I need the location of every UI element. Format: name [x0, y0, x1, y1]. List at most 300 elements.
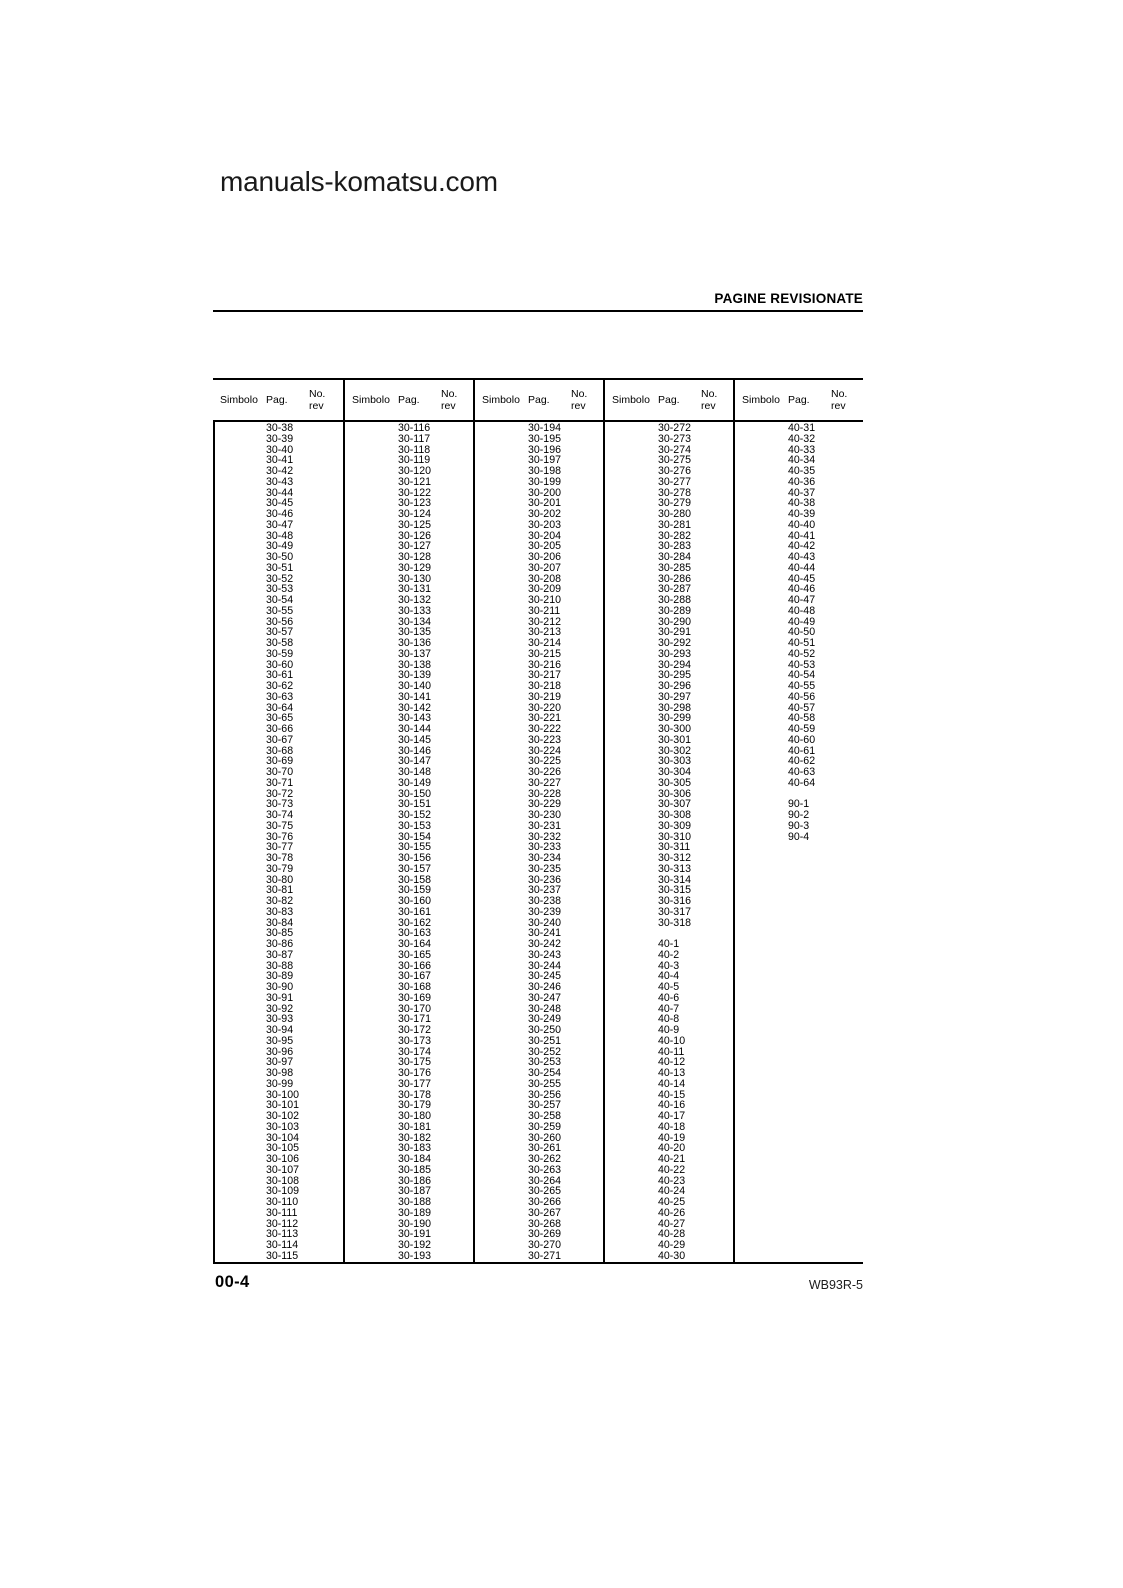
page-ref-cell: 40-11	[658, 1045, 685, 1058]
page-ref-cell: 30-88	[266, 959, 294, 972]
page-ref-cell: 30-281	[658, 518, 691, 531]
page-ref-cell: 30-233	[528, 841, 561, 854]
page-ref-cell: 30-285	[658, 561, 691, 574]
page-ref-cell: 30-235	[528, 862, 561, 875]
page-ref-cell: 30-221	[528, 712, 561, 725]
page-ref-cell: 30-58	[266, 637, 294, 649]
column-group-header	[475, 380, 603, 422]
page-ref-cell: 40-25	[658, 1196, 686, 1208]
page-ref-cell: 30-74	[266, 809, 294, 821]
page-ref-cell: 30-303	[658, 755, 691, 768]
page-ref-cell: 30-211	[528, 604, 561, 617]
page-ref-cell: 30-66	[266, 723, 294, 735]
page-ref-cell: 30-51	[266, 561, 294, 574]
page-ref-cell: 30-115	[266, 1249, 299, 1262]
header-no-rev-line1: No.	[831, 388, 848, 400]
page-ref-cell: 30-61	[266, 669, 294, 682]
page-ref-cell: 30-256	[528, 1088, 561, 1101]
page-ref-cell: 30-306	[658, 787, 691, 800]
page-ref-cell: 40-50	[788, 626, 816, 639]
page-ref-cell: 30-146	[398, 744, 431, 757]
page-ref-cell: 30-139	[398, 669, 431, 682]
page-ref-cell: 30-196	[528, 443, 561, 456]
page-ref-cell: 30-189	[398, 1206, 431, 1219]
page-ref-cell: 30-283	[658, 540, 691, 553]
page-ref-cell: 30-186	[398, 1174, 431, 1187]
page-ref-cell: 40-42	[788, 540, 816, 553]
page-ref-cell: 40-34	[788, 454, 816, 467]
page-ref-cell: 30-106	[266, 1153, 299, 1165]
page-ref-cell: 30-275	[658, 454, 691, 467]
page-ref-cell: 30-67	[266, 733, 294, 746]
page-ref-cell: 30-248	[528, 1002, 561, 1015]
page-ref-cell: 30-150	[398, 787, 431, 800]
page-ref-cell: 40-60	[788, 733, 816, 746]
page-ref-cell: 30-237	[528, 884, 561, 897]
page-ref-cell: 90-2	[788, 809, 810, 821]
page-ref-cell: 30-236	[528, 873, 561, 886]
page-ref-cell: 30-234	[528, 852, 561, 864]
page-ref-cell: 30-64	[266, 701, 294, 714]
header-no-rev-line2: rev	[441, 400, 456, 412]
page-ref-cell: 30-163	[398, 927, 431, 940]
column-group-header	[605, 380, 733, 422]
page-ref-cell: 30-72	[266, 787, 294, 800]
page-ref-cell: 30-183	[398, 1142, 431, 1155]
header-simbolo: Simbolo	[742, 394, 780, 406]
header-no-rev-line1: No.	[701, 388, 718, 400]
page-ref-cell: 40-30	[658, 1249, 686, 1262]
page-ref-cell: 30-78	[266, 852, 294, 864]
page-ref-cell: 40-5	[658, 981, 680, 993]
page-ref-cell: 30-192	[398, 1239, 431, 1251]
page-ref-cell: 30-284	[658, 551, 691, 563]
page-ref-cell: 30-89	[266, 970, 294, 983]
page-ref-cell: 30-76	[266, 830, 294, 843]
model-code: WB93R-5	[808, 1278, 863, 1292]
page-ref-cell: 30-92	[266, 1002, 294, 1015]
page-number: 00-4	[215, 1273, 250, 1291]
page-ref-cell: 30-173	[398, 1034, 431, 1047]
page-ref-cell: 30-242	[528, 938, 561, 950]
header-no-rev	[701, 388, 717, 412]
page-ref-cell: 30-208	[528, 572, 561, 585]
page-ref-cell: 30-48	[266, 529, 294, 542]
page-ref-cell: 30-59	[266, 647, 294, 660]
page-ref-cell: 30-223	[528, 733, 561, 746]
page-ref-cell: 30-127	[398, 540, 431, 553]
page-ref-cell: 30-308	[658, 809, 691, 821]
page-ref-cell: 30-310	[658, 830, 691, 843]
page-ref-cell: 30-174	[398, 1045, 431, 1058]
page-ref-cell: 40-55	[788, 680, 816, 692]
page-ref-cell: 30-135	[398, 626, 431, 639]
page-ref-cell: 40-56	[788, 690, 816, 703]
page-ref-cell: 30-179	[398, 1099, 431, 1112]
page-ref-cell: 30-65	[266, 712, 294, 725]
page-ref-cell: 30-294	[658, 658, 691, 671]
header-pag: Pag.	[528, 394, 550, 406]
page-ref-cell: 30-136	[398, 637, 431, 649]
header-no-rev-line2: rev	[571, 400, 586, 412]
page-ref-cell: 30-219	[528, 690, 561, 703]
page-ref-cell: 40-8	[658, 1013, 680, 1026]
page-ref-cell: 40-23	[658, 1174, 686, 1187]
page-ref-cell: 30-57	[266, 626, 294, 639]
page-ref-cell: 30-117	[398, 432, 431, 445]
page-ref-cell: 30-265	[528, 1185, 561, 1198]
page-ref-cell: 30-131	[398, 583, 431, 596]
page-ref-cell: 30-305	[658, 776, 691, 789]
page-ref-cell: 40-48	[788, 604, 816, 617]
page-ref-cell: 40-62	[788, 755, 816, 768]
page-ref-cell: 40-37	[788, 486, 816, 499]
header-no-rev-line1: No.	[441, 388, 458, 400]
page-ref-cell: 30-105	[266, 1142, 299, 1155]
page-ref-cell: 30-56	[266, 615, 294, 628]
page-ref-cell: 40-20	[658, 1142, 686, 1155]
page-ref-cell: 40-19	[658, 1131, 686, 1144]
page-ref-cell: 40-59	[788, 723, 816, 735]
page-ref-cell: 30-274	[658, 443, 691, 456]
page-ref-cell: 30-296	[658, 680, 691, 692]
page-ref-cell: 30-141	[398, 690, 431, 703]
page-ref-cell: 30-130	[398, 572, 431, 585]
page-ref-cell: 30-255	[528, 1077, 561, 1090]
page-ref-cell: 30-82	[266, 895, 294, 907]
page-ref-cell: 40-16	[658, 1099, 686, 1112]
column-group-header	[213, 380, 343, 422]
header-no-rev-line2: rev	[831, 400, 846, 412]
page-ref-cell: 30-205	[528, 540, 561, 553]
page-ref-cell: 30-124	[398, 508, 431, 520]
page-ref-cell: 30-317	[658, 905, 691, 918]
page-title: PAGINE REVISIONATE	[714, 291, 863, 306]
page-ref-cell: 30-157	[398, 862, 431, 875]
page-ref-cell: 30-198	[528, 465, 561, 477]
page-ref-cell: 30-60	[266, 658, 294, 671]
page-ref-cell: 30-166	[398, 959, 431, 972]
page-ref-cell: 30-279	[658, 497, 691, 510]
page-ref-cell: 30-278	[658, 486, 691, 499]
page-ref-cell: 30-126	[398, 529, 431, 542]
page-ref-cell: 30-267	[528, 1206, 561, 1219]
page-ref-cell: 30-43	[266, 475, 294, 488]
page-ref-cell: 40-52	[788, 647, 816, 660]
table-column-group-5	[733, 380, 863, 1262]
page-ref-cell: 30-231	[528, 819, 561, 832]
page-ref-cell: 30-172	[398, 1024, 431, 1036]
page-ref-cell: 30-202	[528, 508, 561, 520]
page-ref-cell: 30-245	[528, 970, 561, 983]
page-ref-cell: 30-228	[528, 787, 561, 800]
page-ref-cell: 30-154	[398, 830, 431, 843]
header-no-rev-line2: rev	[309, 400, 324, 412]
page-ref-cell: 30-297	[658, 690, 691, 703]
table-column-group-4	[603, 380, 733, 1262]
page-ref-cell: 30-217	[528, 669, 561, 682]
page-ref-cell: 30-182	[398, 1131, 431, 1144]
page-ref-cell: 30-112	[266, 1217, 299, 1230]
page-ref-cell: 30-244	[528, 959, 561, 972]
page-ref-cell: 30-212	[528, 615, 561, 628]
page-ref-cell: 30-291	[658, 626, 691, 639]
page-ref-cell: 30-69	[266, 755, 294, 768]
page-ref-cell: 30-79	[266, 862, 294, 875]
page-ref-cell: 40-53	[788, 658, 816, 671]
page-ref-cell: 40-63	[788, 766, 816, 778]
page-ref-cell: 40-54	[788, 669, 816, 682]
page-ref-cell: 30-311	[658, 841, 691, 854]
page-ref-cell: 30-44	[266, 486, 294, 499]
page-ref-cell: 40-15	[658, 1088, 686, 1101]
page-ref-cell: 30-194	[528, 422, 561, 434]
page-ref-cell: 30-94	[266, 1024, 294, 1036]
page-ref-cell: 30-91	[266, 991, 294, 1004]
page-ref-cell: 40-10	[658, 1034, 686, 1047]
page-ref-cell: 30-101	[266, 1099, 299, 1112]
page-ref-cell: 30-210	[528, 594, 561, 606]
page-ref-cell: 40-2	[658, 948, 680, 961]
page-ref-cell: 30-151	[398, 798, 431, 811]
column-group-body	[735, 422, 863, 842]
page-ref-cell: 30-169	[398, 991, 431, 1004]
page-ref-cell: 40-39	[788, 508, 816, 520]
page-ref-cell: 30-220	[528, 701, 561, 714]
page-ref-cell: 30-38	[266, 422, 294, 434]
page-ref-cell: 30-268	[528, 1217, 561, 1230]
page-ref-cell: 30-47	[266, 518, 294, 531]
page-ref-cell: 40-26	[658, 1206, 686, 1219]
page-ref-cell: 30-309	[658, 819, 691, 832]
page-ref-cell: 30-260	[528, 1131, 561, 1144]
page-ref-cell: 30-204	[528, 529, 561, 542]
page-ref-cell: 40-58	[788, 712, 816, 725]
page-ref-cell: 30-272	[658, 422, 691, 434]
page-ref-cell: 30-270	[528, 1239, 561, 1251]
page-ref-cell: 30-116	[398, 422, 431, 434]
page-ref-cell: 30-288	[658, 594, 691, 606]
page-ref-cell: 40-36	[788, 475, 816, 488]
page-ref-cell: 30-289	[658, 604, 691, 617]
page-ref-cell: 40-64	[788, 776, 816, 789]
page-ref-cell: 30-100	[266, 1088, 299, 1101]
page-ref-cell: 30-229	[528, 798, 561, 811]
page-ref-cell: 30-206	[528, 551, 561, 563]
page-ref-cell: 30-254	[528, 1067, 561, 1079]
page-ref-cell: 30-190	[398, 1217, 431, 1230]
page-ref-cell: 30-107	[266, 1163, 299, 1176]
page-ref-cell: 30-62	[266, 680, 294, 692]
page-ref-cell: 40-18	[658, 1120, 686, 1133]
page-ref-cell: 30-214	[528, 637, 561, 649]
page-ref-cell: 30-49	[266, 540, 294, 553]
page-ref-cell: 30-167	[398, 970, 431, 983]
page-ref-cell: 40-17	[658, 1110, 686, 1122]
page-ref-cell: 30-90	[266, 981, 294, 993]
page-ref-cell: 30-138	[398, 658, 431, 671]
page-ref-cell: 30-253	[528, 1056, 561, 1069]
header-simbolo: Simbolo	[220, 394, 258, 406]
page-ref-cell: 30-155	[398, 841, 431, 854]
page-ref-cell: 30-144	[398, 723, 431, 735]
page-ref-cell: 30-240	[528, 916, 561, 929]
page-ref-cell: 30-93	[266, 1013, 294, 1026]
page-ref-cell: 30-178	[398, 1088, 431, 1101]
page-ref-cell: 30-238	[528, 895, 561, 907]
page-ref-cell: 30-175	[398, 1056, 431, 1069]
page-ref-cell: 30-304	[658, 766, 691, 778]
page-ref-cell: 30-258	[528, 1110, 561, 1122]
page-ref-cell: 30-118	[398, 443, 431, 456]
page-ref-cell: 30-280	[658, 508, 691, 520]
page-ref-cell: 40-47	[788, 594, 816, 606]
revision-table	[213, 378, 863, 1264]
page-ref-cell: 30-102	[266, 1110, 299, 1122]
column-group-body	[605, 422, 733, 1262]
page-ref-cell: 30-247	[528, 991, 561, 1004]
page-ref-cell: 30-188	[398, 1196, 431, 1208]
page-ref-cell: 30-290	[658, 615, 691, 628]
page-ref-cell: 30-83	[266, 905, 294, 918]
page-ref-cell: 40-49	[788, 615, 816, 628]
page-ref-cell: 30-251	[528, 1034, 561, 1047]
page-ref-cell: 30-286	[658, 572, 691, 585]
page-ref-cell: 30-147	[398, 755, 431, 768]
page-ref-cell: 40-22	[658, 1163, 686, 1176]
page-ref-cell: 30-200	[528, 486, 561, 499]
page-ref-cell: 30-149	[398, 776, 431, 789]
table-column-group-2	[343, 380, 473, 1262]
page-ref-cell: 30-53	[266, 583, 294, 596]
column-group-header	[345, 380, 473, 422]
page-ref-cell: 30-41	[266, 454, 294, 467]
page-ref-cell: 30-39	[266, 432, 294, 445]
page-ref-cell: 30-81	[266, 884, 294, 897]
page-ref-cell: 30-276	[658, 465, 691, 477]
page-ref-cell: 30-241	[528, 927, 561, 940]
page-ref-cell: 30-195	[528, 432, 561, 445]
page-ref-cell: 90-3	[788, 819, 810, 832]
page-ref-cell: 40-46	[788, 583, 816, 596]
page-ref-cell: 30-113	[266, 1228, 299, 1241]
page-ref-cell: 30-85	[266, 927, 294, 940]
page-ref-cell: 40-33	[788, 443, 816, 456]
page-ref-cell: 30-55	[266, 604, 294, 617]
page-ref-cell: 30-312	[658, 852, 691, 864]
header-no-rev	[441, 388, 457, 412]
page-ref-cell: 30-145	[398, 733, 431, 746]
header-no-rev	[309, 388, 325, 412]
page-ref-cell: 30-213	[528, 626, 561, 639]
page-ref-cell: 40-27	[658, 1217, 686, 1230]
page-ref-cell: 30-185	[398, 1163, 431, 1176]
page-ref-cell: 40-6	[658, 991, 680, 1004]
page-ref-cell: 30-134	[398, 615, 431, 628]
page-ref-cell: 30-201	[528, 497, 561, 510]
page-ref-cell: 30-164	[398, 938, 431, 950]
page-ref-cell: 30-52	[266, 572, 294, 585]
page-ref-cell: 30-68	[266, 744, 294, 757]
page-ref-cell: 30-137	[398, 647, 431, 660]
page-ref-cell: 40-45	[788, 572, 816, 585]
column-group-body	[475, 422, 603, 1262]
page-ref-cell: 30-120	[398, 465, 431, 477]
page-ref-cell: 30-140	[398, 680, 431, 692]
page-ref-cell: 30-271	[528, 1249, 561, 1262]
page-ref-cell: 30-246	[528, 981, 561, 993]
page-ref-cell: 30-156	[398, 852, 431, 864]
column-group-body	[213, 422, 343, 1262]
page-ref-cell: 30-170	[398, 1002, 431, 1015]
header-pag: Pag.	[398, 394, 420, 406]
table-left-border	[213, 422, 215, 1262]
page-ref-cell: 30-264	[528, 1174, 561, 1187]
page-ref-cell: 30-71	[266, 776, 294, 789]
page-ref-cell: 40-7	[658, 1002, 680, 1015]
page-ref-cell: 30-54	[266, 594, 294, 606]
page-ref-cell: 30-266	[528, 1196, 561, 1208]
header-pag: Pag.	[788, 394, 810, 406]
page-ref-cell: 40-13	[658, 1067, 686, 1079]
page-ref-cell: 40-28	[658, 1228, 686, 1241]
page-ref-cell: 30-316	[658, 895, 691, 907]
page-ref-cell: 30-160	[398, 895, 431, 907]
page-ref-cell: 30-243	[528, 948, 561, 961]
page-ref-cell: 30-257	[528, 1099, 561, 1112]
page-ref-cell: 40-4	[658, 970, 680, 983]
page-ref-cell: 30-273	[658, 432, 691, 445]
page-ref-cell: 30-287	[658, 583, 691, 596]
page-ref-cell: 30-121	[398, 475, 431, 488]
page-ref-cell: 30-86	[266, 938, 294, 950]
page-ref-cell: 30-103	[266, 1120, 299, 1133]
page-ref-cell: 30-168	[398, 981, 431, 993]
page-ref-cell: 40-1	[658, 938, 680, 950]
page-ref-cell: 30-191	[398, 1228, 431, 1241]
header-no-rev-line1: No.	[571, 388, 588, 400]
column-group-header	[735, 380, 863, 422]
site-watermark: manuals-komatsu.com	[220, 166, 498, 197]
page-ref-cell: 30-314	[658, 873, 691, 886]
page-ref-cell: 30-300	[658, 723, 691, 735]
page-ref-cell: 30-226	[528, 766, 561, 778]
page-ref-cell: 30-259	[528, 1120, 561, 1133]
page-ref-cell: 30-98	[266, 1067, 294, 1079]
page-ref-cell: 30-215	[528, 647, 561, 660]
page-ref-cell: 30-249	[528, 1013, 561, 1026]
page-ref-cell: 30-171	[398, 1013, 431, 1026]
page-ref-cell: 30-70	[266, 766, 294, 778]
page-ref-cell: 30-153	[398, 819, 431, 832]
page-ref-cell: 30-207	[528, 561, 561, 574]
page-ref-cell: 30-109	[266, 1185, 299, 1198]
page-ref-cell: 30-318	[658, 916, 691, 929]
page-ref-cell: 30-302	[658, 744, 691, 757]
table-column-group-1	[213, 380, 343, 1262]
page-ref-cell: 30-148	[398, 766, 431, 778]
page-ref-cell: 30-313	[658, 862, 691, 875]
header-simbolo: Simbolo	[612, 394, 650, 406]
page-ref-cell: 30-77	[266, 841, 294, 854]
page-ref-cell: 30-161	[398, 905, 431, 918]
page-ref-cell: 30-122	[398, 486, 431, 499]
page-ref-cell: 40-41	[788, 529, 816, 542]
page-ref-cell: 30-307	[658, 798, 691, 811]
page-ref-cell: 30-299	[658, 712, 691, 725]
page-ref-cell: 90-1	[788, 798, 810, 811]
header-pag: Pag.	[658, 394, 680, 406]
